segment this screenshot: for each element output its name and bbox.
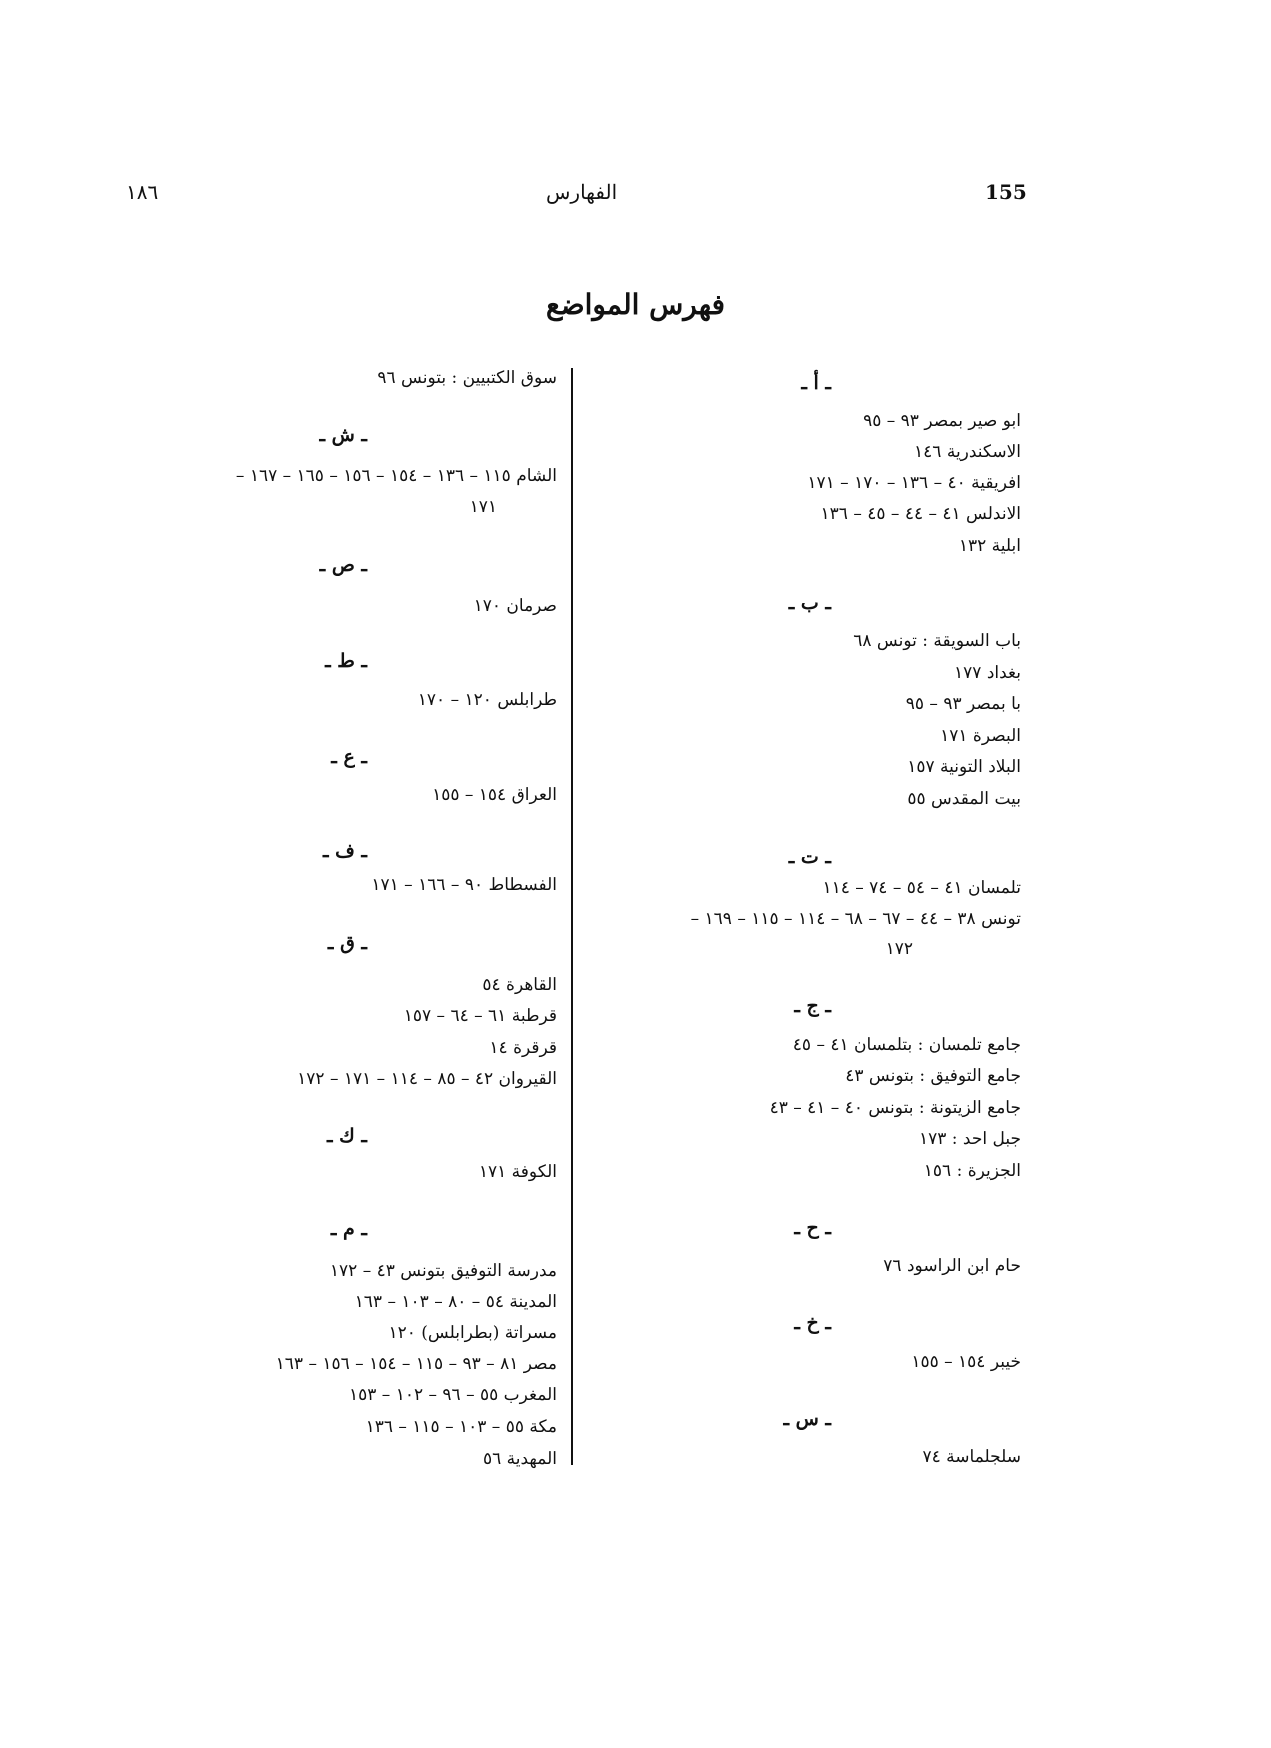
index-entry: مسراتة (بطرابلس) ١٢٠ [388, 1323, 557, 1343]
index-entry: المهدية ٥٦ [482, 1449, 557, 1469]
index-entry: جامع تلمسان : بتلمسان ٤١ – ٤٥ [792, 1035, 1021, 1055]
index-entry: با بمصر ٩٣ – ٩٥ [905, 694, 1021, 714]
index-entry: الاسكندرية ١٤٦ [914, 442, 1021, 462]
index-letter-heading: ـ ط ـ [325, 650, 367, 672]
index-entry: جامع التوفيق : بتونس ٤٣ [845, 1066, 1021, 1086]
index-entry: سلجلماسة ٧٤ [922, 1447, 1021, 1467]
index-letter-heading: ـ ج ـ [794, 995, 831, 1017]
index-entry: ابلية ١٣٢ [958, 536, 1021, 556]
index-entry: البلاد التونية ١٥٧ [907, 757, 1021, 777]
column-divider [571, 368, 573, 1465]
page-title: فهرس المواضع [545, 288, 726, 321]
page-number: 155 [985, 180, 1027, 204]
index-entry: باب السويقة : تونس ٦٨ [853, 631, 1021, 651]
index-entry: مصر ٨١ – ٩٣ – ١١٥ – ١٥٤ – ١٥٦ – ١٦٣ [275, 1354, 557, 1374]
index-letter-heading: ـ ع ـ [331, 746, 367, 768]
index-letter-heading: ـ س ـ [783, 1408, 831, 1430]
index-letter-heading: ـ ح ـ [794, 1217, 831, 1239]
running-title: الفهارس [546, 180, 618, 204]
index-entry: طرابلس ١٢٠ – ١٧٠ [417, 690, 557, 710]
index-letter-heading: ـ ص ـ [319, 554, 367, 576]
index-entry: تونس ٣٨ – ٤٤ – ٦٧ – ٦٨ – ١١٤ – ١١٥ – ١٦٩ – [690, 909, 1021, 929]
index-entry: الكوفة ١٧١ [478, 1162, 557, 1182]
index-entry: الاندلس ٤١ – ٤٤ – ٤٥ – ١٣٦ [820, 504, 1021, 524]
index-entry: بغداد ١٧٧ [954, 663, 1021, 683]
index-letter-heading: ـ ش ـ [319, 424, 367, 446]
index-entry: خيبر ١٥٤ – ١٥٥ [911, 1352, 1021, 1372]
index-entry: المدينة ٥٤ – ٨٠ – ١٠٣ – ١٦٣ [354, 1292, 557, 1312]
index-entry: بيت المقدس ٥٥ [907, 789, 1021, 809]
index-entry: سوق الكتبيين : بتونس ٩٦ [377, 368, 557, 388]
index-entry: الجزيرة : ١٥٦ [923, 1161, 1021, 1181]
index-letter-heading: ـ ت ـ [788, 846, 831, 868]
index-entry: جامع الزيتونة : بتونس ٤٠ – ٤١ – ٤٣ [769, 1098, 1021, 1118]
index-entry: جبل احد : ١٧٣ [918, 1129, 1021, 1149]
index-letter-heading: ـ ب ـ [788, 592, 831, 614]
index-letter-heading: ـ خ ـ [794, 1312, 831, 1334]
index-letter-heading: ـ ف ـ [322, 840, 367, 862]
index-entry: افريقية ٤٠ – ١٣٦ – ١٧٠ – ١٧١ [807, 473, 1021, 493]
index-letter-heading: ـ ك ـ [326, 1125, 367, 1147]
index-entry: الشام ١١٥ – ١٣٦ – ١٥٤ – ١٥٦ – ١٦٥ – ١٦٧ – [235, 466, 557, 486]
index-letter-heading: ـ أ ـ [801, 372, 831, 394]
index-entry: مكة ٥٥ – ١٠٣ – ١١٥ – ١٣٦ [365, 1417, 557, 1437]
original-page-number: ١٨٦ [126, 180, 159, 204]
index-letter-heading: ـ ق ـ [327, 932, 367, 954]
index-entry: قرقرة ١٤ [489, 1038, 557, 1058]
index-entry: صرمان ١٧٠ [473, 596, 557, 616]
index-letter-heading: ـ م ـ [330, 1218, 367, 1240]
index-entry: حام ابن الراسود ٧٦ [883, 1256, 1021, 1276]
index-entry: تلمسان ٤١ – ٥٤ – ٧٤ – ١١٤ [822, 878, 1021, 898]
index-entry: المغرب ٥٥ – ٩٦ – ١٠٢ – ١٥٣ [348, 1385, 557, 1405]
index-entry-continuation: ١٧١ [469, 497, 497, 517]
index-entry: البصرة ١٧١ [940, 726, 1021, 746]
index-entry-continuation: ١٧٢ [885, 939, 913, 959]
index-entry: قرطبة ٦١ – ٦٤ – ١٥٧ [403, 1006, 557, 1026]
index-entry: ابو صير بمصر ٩٣ – ٩٥ [863, 411, 1021, 431]
index-entry: العراق ١٥٤ – ١٥٥ [432, 785, 557, 805]
index-entry: القاهرة ٥٤ [482, 975, 557, 995]
index-entry: الفسطاط ٩٠ – ١٦٦ – ١٧١ [371, 875, 557, 895]
index-entry: مدرسة التوفيق بتونس ٤٣ – ١٧٢ [329, 1261, 557, 1281]
index-entry: القيروان ٤٢ – ٨٥ – ١١٤ – ١٧١ – ١٧٢ [297, 1069, 557, 1089]
